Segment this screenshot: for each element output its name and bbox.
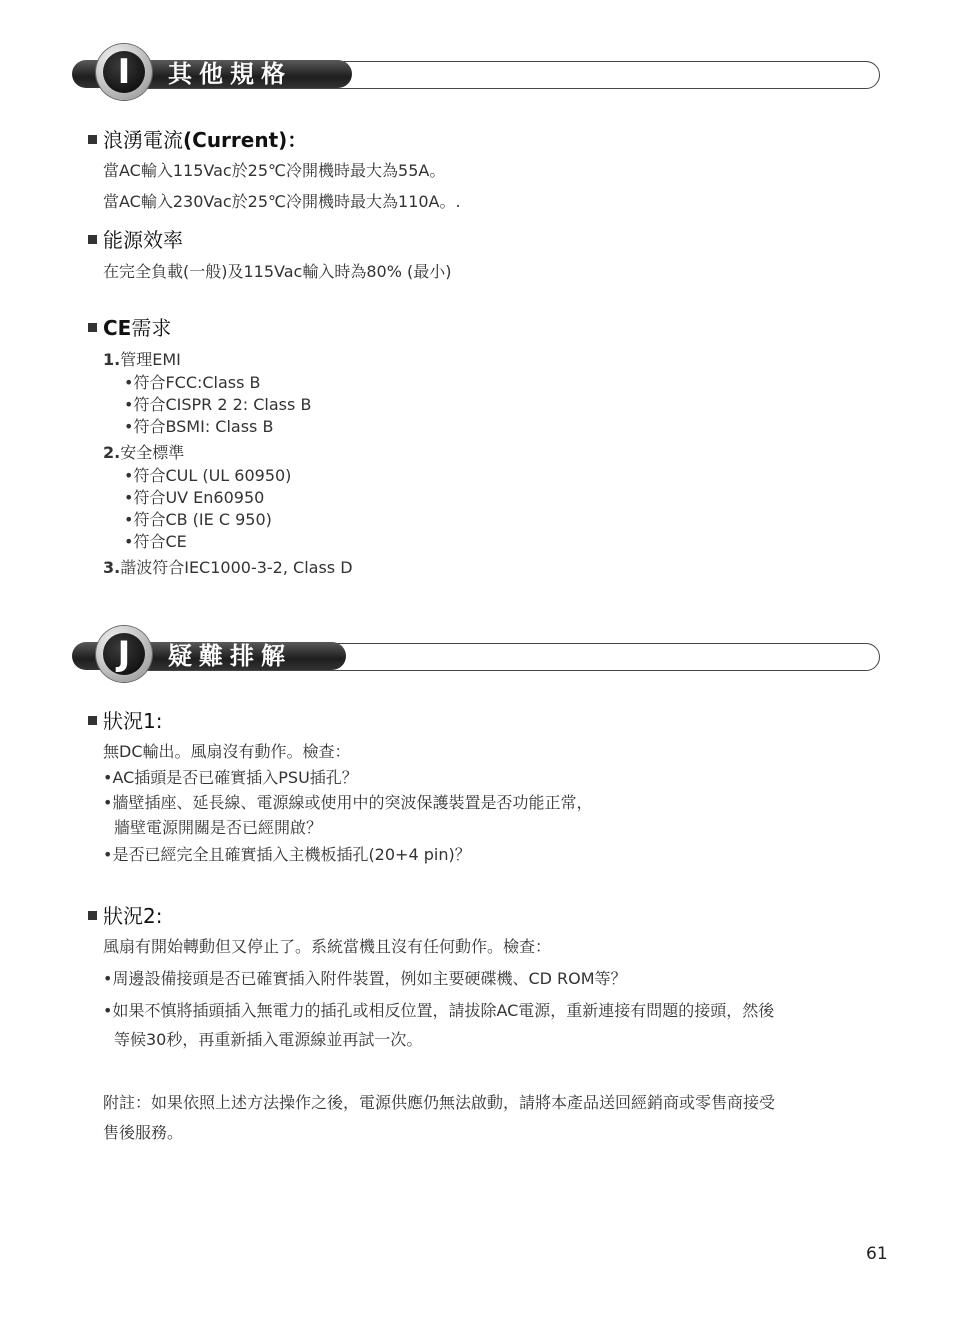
- ce-item: •符合CE: [124, 532, 187, 551]
- ce-item: •符合UV En60950: [124, 488, 265, 507]
- efficiency-line: 在完全負載(一般)及115Vac輸入時為80% (最小): [103, 262, 452, 281]
- ce-group-3: 3.諧波符合IEC1000-3-2, Class D: [103, 558, 353, 577]
- case2-intro: 風扇有開始轉動但又停止了。系統當機且沒有任何動作。檢查：: [103, 937, 552, 956]
- case2-item-cont: 等候30秒，再重新插入電源線並再試一次。: [114, 1030, 423, 1049]
- section-title: 其他規格: [168, 60, 292, 88]
- bullet-square-icon: [88, 716, 97, 725]
- efficiency-heading: 能源效率: [88, 226, 183, 254]
- ce-group-2: 2.安全標準: [103, 443, 185, 462]
- case1-item-cont: 牆壁電源開關是否已經開啟？: [114, 818, 323, 837]
- case1-item: •牆壁插座、延長線、電源線或使用中的突波保護裝置是否功能正常，: [103, 793, 593, 812]
- section-letter: I: [103, 51, 145, 93]
- ce-heading: CE需求: [88, 314, 171, 342]
- page-number: 61: [866, 1244, 888, 1264]
- ce-item: •符合CB (IE C 950): [124, 510, 272, 529]
- case1-item: •AC插頭是否已確實插入PSU插孔？: [103, 768, 358, 787]
- section-badge: [96, 626, 152, 682]
- case2-item: •如果不慎將插頭插入無電力的插孔或相反位置，請拔除AC電源，重新連接有問題的接頭，然後: [103, 1001, 775, 1020]
- case1-heading: 狀況1:: [88, 707, 162, 735]
- section-header-j: [72, 626, 880, 686]
- bullet-square-icon: [88, 135, 97, 144]
- case2-item: •周邊設備接頭是否已確實插入附件裝置，例如主要硬碟機、CD ROM等？: [103, 969, 627, 988]
- ce-item: •符合CISPR 2 2: Class B: [124, 395, 312, 414]
- ce-item: •符合FCC:Class B: [124, 373, 261, 392]
- section-header-i: [72, 44, 880, 104]
- case2-heading: 狀況2:: [88, 902, 162, 930]
- note-line-1: 附註：如果依照上述方法操作之後，電源供應仍無法啟動，請將本產品送回經銷商或零售商接受: [103, 1093, 776, 1112]
- ce-group-1: 1.管理EMI: [103, 350, 181, 369]
- section-title: 疑難排解: [168, 642, 292, 670]
- inrush-heading: 浪湧電流(Current)：: [88, 126, 307, 154]
- note-line-2: 售後服務。: [103, 1123, 184, 1142]
- bullet-square-icon: [88, 911, 97, 920]
- bullet-square-icon: [88, 323, 97, 332]
- section-badge: [96, 44, 152, 100]
- ce-item: •符合BSMI: Class B: [124, 417, 274, 436]
- ce-item: •符合CUL (UL 60950): [124, 466, 292, 485]
- inrush-line-1: 當AC輸入115Vac於25℃冷開機時最大為55A。: [103, 161, 446, 180]
- inrush-line-2: 當AC輸入230Vac於25℃冷開機時最大為110A。.: [103, 192, 461, 211]
- section-letter: J: [103, 633, 145, 675]
- bullet-square-icon: [88, 235, 97, 244]
- case1-item: •是否已經完全且確實插入主機板插孔(20+4 pin)？: [103, 845, 471, 864]
- case1-intro: 無DC輸出。風扇沒有動作。檢查：: [103, 742, 351, 761]
